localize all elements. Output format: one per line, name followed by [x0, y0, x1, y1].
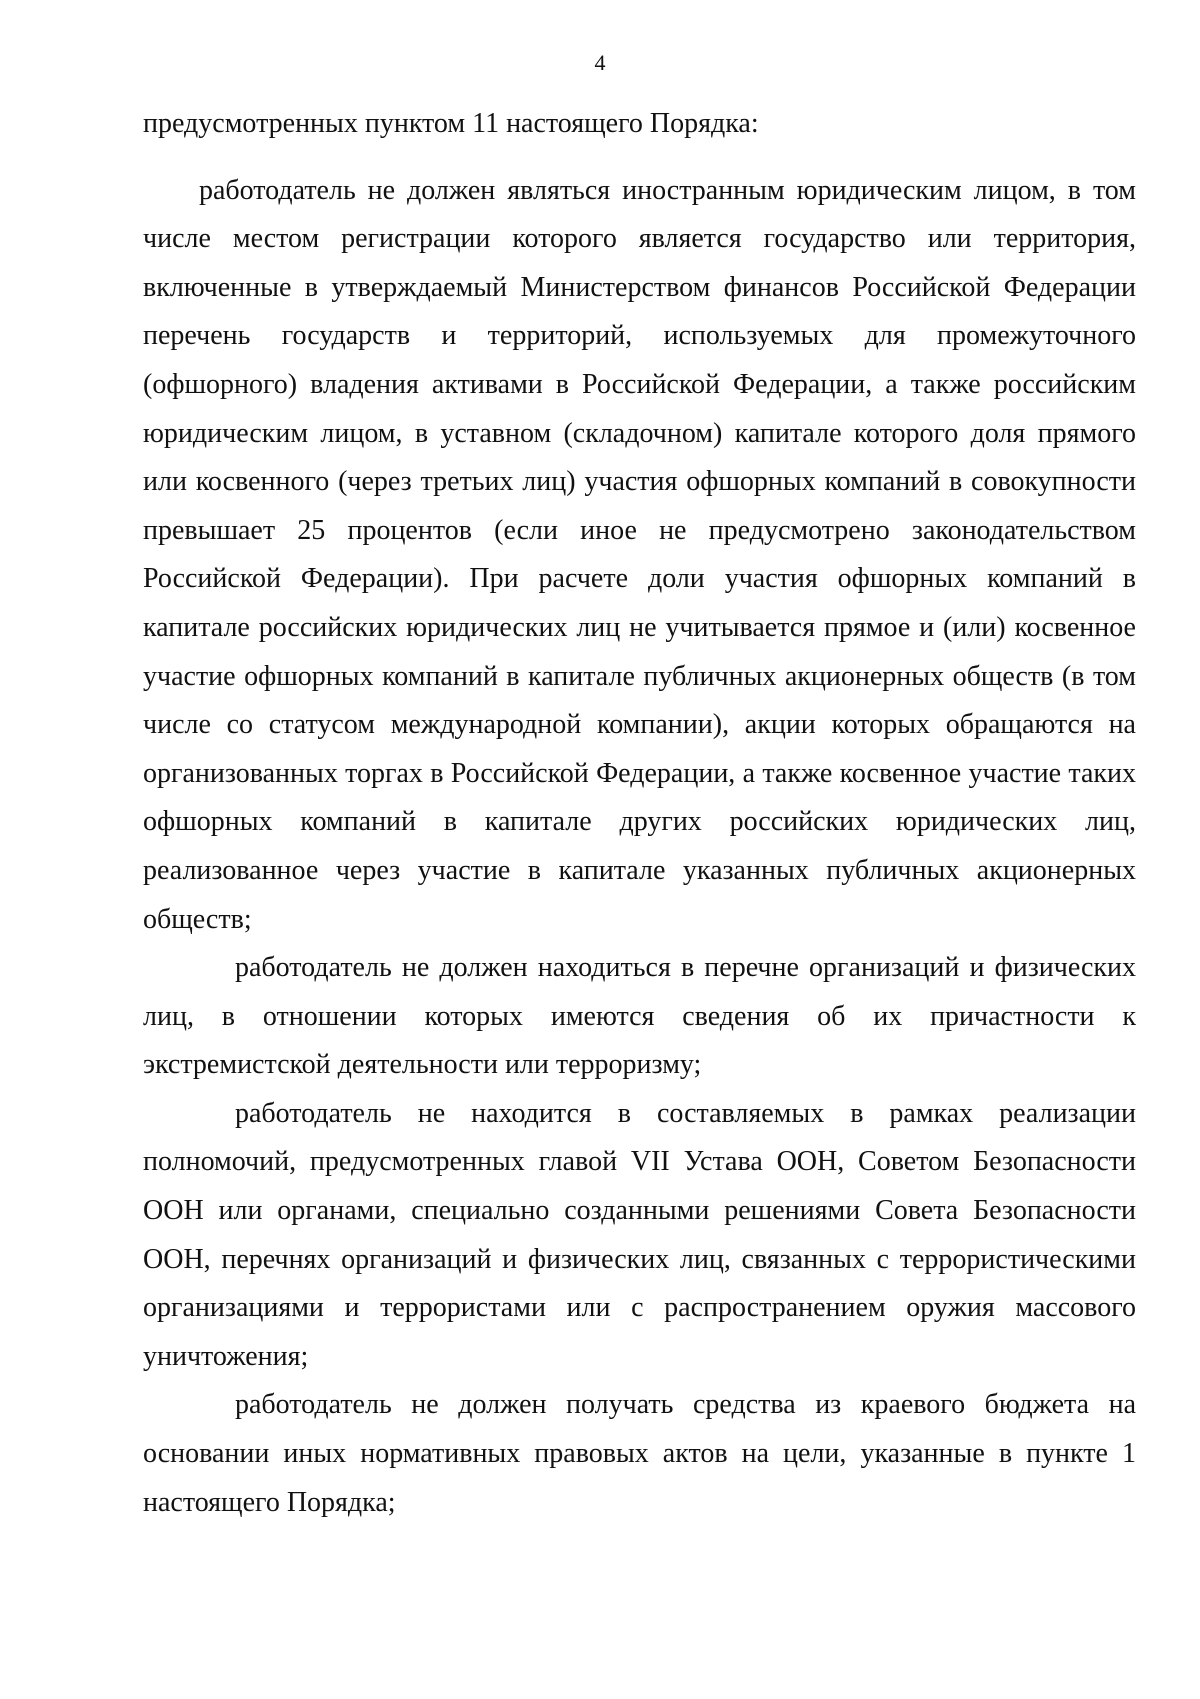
paragraph-extremism-list: работодатель не должен находиться в перечне организаций и физических лиц, в отношении которых имеются сведения об их причастности к экстремистской деятельности или терроризму; [143, 952, 1136, 1081]
page-number: 4 [594, 50, 606, 75]
document-body [143, 100, 1136, 1527]
paragraph-foreign-entity: работодатель не должен являться иностранным юридическим лицом, в том числе местом регистрации которого является государство или территория, включенные в утверждаемый Министерством финансов Российской Федерации перечень государств и территорий, используемых для промежуточного (офшорного) владения активами в Российской Федерации, а также российским юридическим лицом, в уставном (складочном) капитале которого доля прямого или косвенного (через третьих лиц) участия офшорных компаний в совокупности превышает 25 процентов (если иное не предусмотрено законодательством Российской Федерации). При расчете доли участия офшорных компаний в капитале российских юридических лиц не учитывается прямое и (или) косвенное участие офшорных компаний в капитале публичных акционерных обществ (в том числе со статусом международной компании), акции которых обращаются на организованных торгах в Российской Федерации, а также косвенное участие таких офшорных компаний в капитале других российских юридических лиц, реализованное через участие в капитале указанных публичных акционерных обществ; [143, 174, 1136, 935]
paragraph-intro: предусмотренных пунктом 11 настоящего Порядка: [143, 108, 759, 139]
paragraph-budget-funds: работодатель не должен получать средства из краевого бюджета на основании иных нормативных правовых актов на цели, указанные в пункте 1 настоящего Порядка; [143, 1389, 1136, 1518]
paragraph-un-lists: работодатель не находится в составляемых в рамках реализации полномочий, предусмотренных главой VII Устава ООН, Советом Безопасности ООН или органами, специально созданными решениями Совета Безопасности ООН, перечнях организаций и физических лиц, связанных с террористическими организациями и террористами или с распространением оружия массового уничтожения; [143, 1097, 1136, 1372]
